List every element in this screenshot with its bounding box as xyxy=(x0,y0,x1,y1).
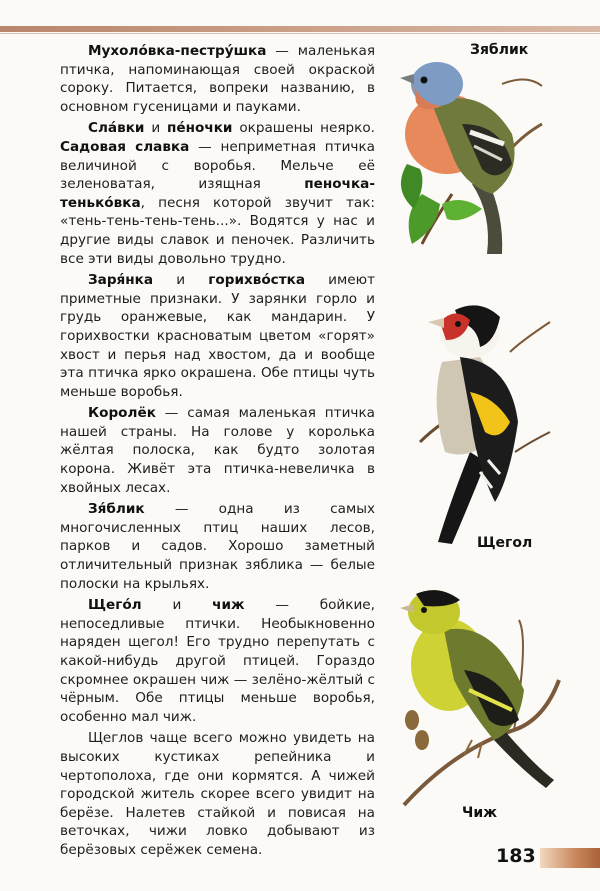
text-run: Щеглов чаще всего можно увидеть на высоких кустиках репейника и чертополоха, где они кормятся. А чижей городской житель скорее всего увидит на берёзе. Налетев стайкой и повисая на веточках, чижи ловко добывают из берёзовых серёжек семена. xyxy=(60,730,375,858)
text-run: — маленькая птичка, напоминающая своей окраской сороку. Питается, вопреки названию, в основном гусеницами и пауками. xyxy=(60,43,375,115)
term-bold: Сла́вки xyxy=(88,120,145,137)
chaffinch-illustration xyxy=(392,44,562,264)
text-run: и xyxy=(141,597,213,614)
page-number: 183 xyxy=(496,845,536,867)
term-bold: горихво́стка xyxy=(208,272,306,289)
text-run: и xyxy=(144,120,168,137)
term-bold: Мухоло́вка-пестру́шка xyxy=(88,43,267,59)
text-run: окрашены неярко. xyxy=(232,120,375,137)
text-run: , песня которой звучит так: «тень-тень-тень-тень...». Водятся у нас и другие виды славок и пеночек. Различить все эти виды довольно трудно. xyxy=(60,194,375,267)
top-decor-line xyxy=(0,33,600,34)
paragraph xyxy=(60,729,375,859)
term-bold: чиж xyxy=(212,597,245,614)
text-run: — неприметная птичка величиной с воробья. Мельче её зеленоватая, изящная xyxy=(60,138,375,193)
text-run: имеют приметные признаки. У зарянки горло и грудь оранжевые, как мандарин. У горихвостки красноватым цветом «горят» хвост и перья над хвостом, да и вообще эта птичка ярко окрашена. Обе птицы чуть меньше воробья. xyxy=(60,272,375,400)
siskin-label: Чиж xyxy=(462,805,498,821)
term-bold: пе́ночки xyxy=(167,120,233,137)
text-column xyxy=(60,42,375,861)
term-bold: Щего́л xyxy=(88,597,142,614)
paragraph xyxy=(60,404,375,497)
term-bold: пеночка-тенько́вка xyxy=(60,176,375,211)
paragraph xyxy=(60,500,375,593)
chaffinch-label: Зяблик xyxy=(470,42,529,58)
goldfinch-illustration xyxy=(400,292,560,552)
paragraph xyxy=(60,596,375,726)
paragraph xyxy=(60,119,375,268)
text-run: — самая маленькая птичка нашей страны. На голове у королька жёлтая полоска, как будто золотая корона. Живёт эта птичка-невеличка в хвойных лесах. xyxy=(60,405,375,496)
term-bold: Заря́нка xyxy=(88,272,154,289)
paragraph xyxy=(60,42,375,116)
text-run: — бойкие, непоседливые птички. Необыкновенно наряден щегол! Его трудно перепутать с какой-нибудь другой птицей. Гораздо скромнее окрашен чиж — зелёно-жёлтый с чёрным. Обе птицы меньше воробья, особенно мал чиж. xyxy=(60,597,375,725)
paragraph xyxy=(60,271,375,401)
goldfinch-label: Щегол xyxy=(477,535,533,551)
term-bold: Садовая славка xyxy=(60,138,190,155)
siskin-illustration xyxy=(394,580,569,810)
term-bold: Королёк xyxy=(88,405,156,422)
top-decor-bar xyxy=(0,26,600,32)
text-run: — одна из самых многочисленных птиц наших лесов, парков и садов. Хорошо заметный отличительный признак зяблика — белые полоски на крыльях. xyxy=(60,501,375,592)
text-run: и xyxy=(153,272,209,289)
page-number-decor-bar xyxy=(540,848,600,868)
term-bold: Зя́блик xyxy=(88,501,145,518)
